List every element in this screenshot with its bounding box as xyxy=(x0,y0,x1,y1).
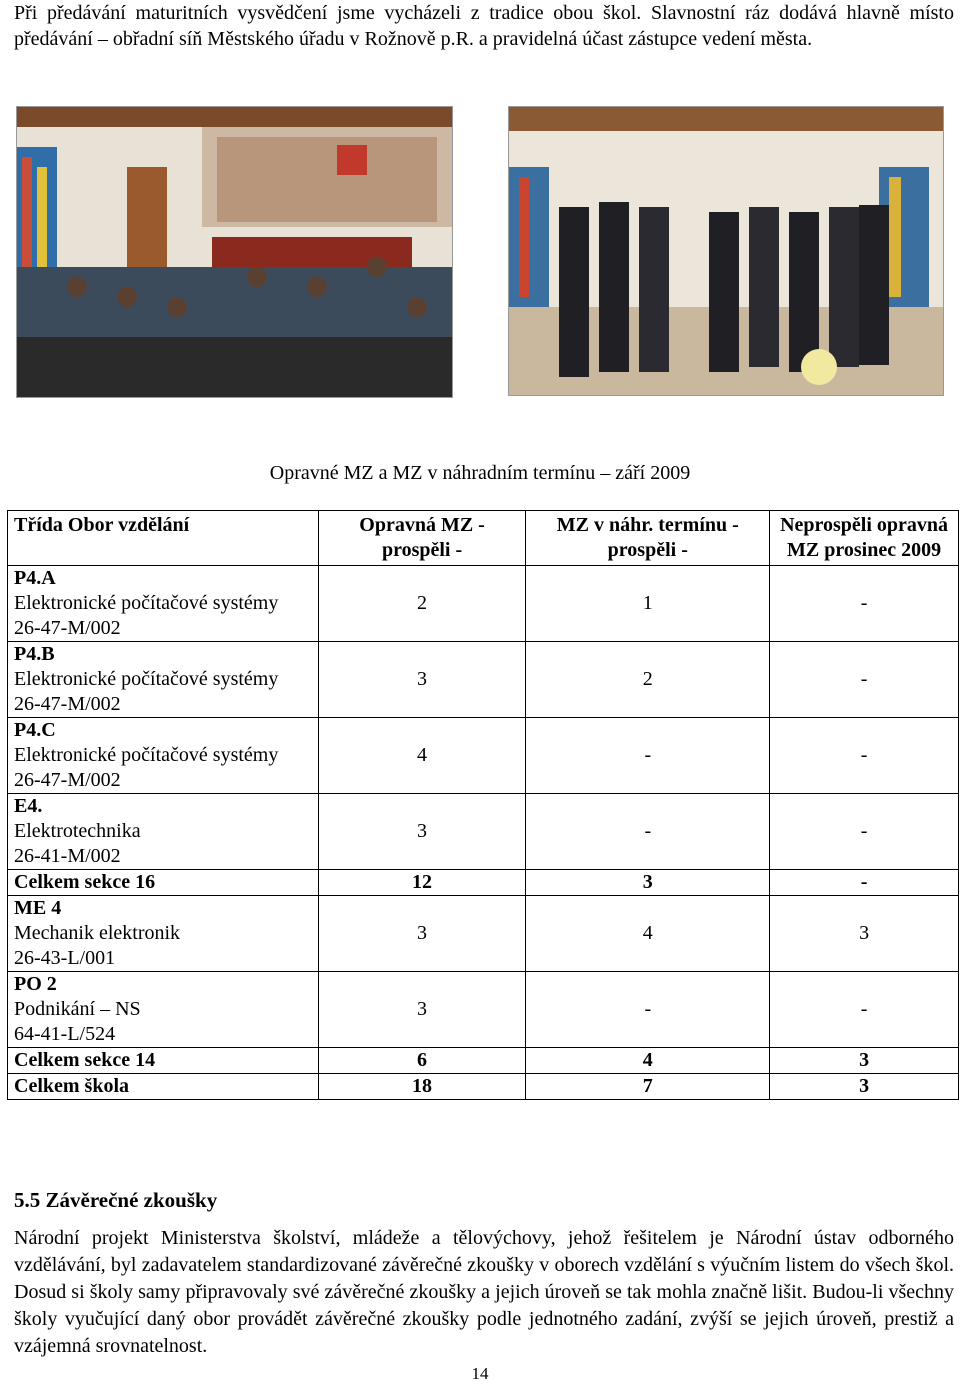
total-row xyxy=(8,1048,959,1074)
substitute-passed: 7 xyxy=(526,1074,770,1100)
header-class: Třída xyxy=(14,514,63,536)
substitute-passed: - xyxy=(526,718,770,794)
substitute-passed: - xyxy=(526,794,770,870)
corrective-passed: 6 xyxy=(318,1048,526,1074)
field-number: 64-41-L/524 xyxy=(14,1023,116,1045)
class-code: ME 4 xyxy=(14,897,62,919)
field-number: 26-47-M/002 xyxy=(14,769,121,791)
corrective-passed: 18 xyxy=(318,1074,526,1100)
header-corrective-label: Opravná MZ xyxy=(359,514,474,536)
corrective-passed: 3 xyxy=(318,972,526,1048)
class-cell xyxy=(8,718,319,794)
field-number: 26-47-M/002 xyxy=(14,693,121,715)
failed-count: - xyxy=(770,972,959,1048)
corrective-passed: 2 xyxy=(318,566,526,642)
header-field: Obor vzdělání xyxy=(67,514,190,536)
corrective-passed: 4 xyxy=(318,718,526,794)
corrective-passed: 3 xyxy=(318,896,526,972)
class-cell xyxy=(8,566,319,642)
failed-count: - xyxy=(770,794,959,870)
header-failed-3: prosinec 2009 xyxy=(824,539,942,561)
class-code: P4.A xyxy=(14,567,56,589)
table-header-row xyxy=(8,511,959,566)
failed-count: 3 xyxy=(770,1074,959,1100)
failed-count: - xyxy=(770,718,959,794)
table-row xyxy=(8,718,959,794)
table-row xyxy=(8,794,959,870)
header-failed xyxy=(770,511,959,566)
corrective-passed: 12 xyxy=(318,870,526,896)
substitute-passed: 2 xyxy=(526,642,770,718)
field-number: 26-41-M/002 xyxy=(14,845,121,867)
class-code: E4. xyxy=(14,795,43,817)
class-cell xyxy=(8,896,319,972)
corrective-passed: 3 xyxy=(318,642,526,718)
class-code: P4.C xyxy=(14,719,56,741)
ceremony-hall-photo xyxy=(16,106,453,398)
total-label: Celkem sekce 16 xyxy=(8,870,319,896)
header-corrective-sub: - prospěli - xyxy=(381,514,485,561)
header-failed-1: Neprospěli xyxy=(780,514,872,536)
section-heading: 5.5 Závěrečné zkoušky xyxy=(14,1188,218,1212)
header-corrective-exam xyxy=(318,511,526,566)
class-code: PO 2 xyxy=(14,973,57,995)
substitute-passed: - xyxy=(526,972,770,1048)
field-name: Elektronické počítačové systémy xyxy=(14,744,279,766)
failed-count: - xyxy=(770,870,959,896)
total-row xyxy=(8,870,959,896)
page-number: 14 xyxy=(471,1364,489,1383)
failed-count: 3 xyxy=(770,896,959,972)
substitute-passed: 4 xyxy=(526,896,770,972)
table-row xyxy=(8,972,959,1048)
total-label: Celkem sekce 14 xyxy=(8,1048,319,1074)
class-code: P4.B xyxy=(14,643,55,665)
field-name: Mechanik elektronik xyxy=(14,922,181,944)
total-row xyxy=(8,1074,959,1100)
header-failed-2: opravná MZ xyxy=(787,514,949,561)
table-row xyxy=(8,896,959,972)
field-name: Elektrotechnika xyxy=(14,820,141,842)
body-paragraph: Národní projekt Ministerstva školství, mládeže a tělovýchovy, jehož řešitelem je Národní ústav odborného vzdělávání, byl zadavatelem standardizované závěrečné zkoušky v oborech vzdělání s výučním listem do všech škol. Dosud si školy samy připravovaly své závěrečné zkoušky a jejich úroveň se tak mohla značně lišit. Budou-li všechny školy vyučující daný obor provádět závěrečné zkoušky podle jednotného zadání, zvýší se jejich úroveň, prestiž a vzájemná srovnatelnost. xyxy=(14,1227,954,1357)
failed-count: - xyxy=(770,642,959,718)
results-table xyxy=(7,510,959,1100)
field-name: Podnikání – NS xyxy=(14,998,141,1020)
field-name: Elektronické počítačové systémy xyxy=(14,668,279,690)
intro-paragraph: Při předávání maturitních vysvědčení jsme vycházeli z tradice obou škol. Slavnostní ráz dodává hlavně místo předávání – obřadní síň Městského úřadu v Rožnově p.R. a pravidelná účast zástupce vedení města. xyxy=(14,2,954,50)
class-cell xyxy=(8,794,319,870)
field-number: 26-47-M/002 xyxy=(14,617,121,639)
header-substitute-label: MZ v náhr. termínu xyxy=(556,514,728,536)
failed-count: - xyxy=(770,566,959,642)
substitute-passed: 1 xyxy=(526,566,770,642)
header-substitute-sub: - prospěli - xyxy=(607,514,739,561)
corrective-passed: 3 xyxy=(318,794,526,870)
total-label: Celkem škola xyxy=(8,1074,319,1100)
failed-count: 3 xyxy=(770,1048,959,1074)
substitute-passed: 3 xyxy=(526,870,770,896)
field-number: 26-43-L/001 xyxy=(14,947,116,969)
table-row xyxy=(8,566,959,642)
substitute-passed: 4 xyxy=(526,1048,770,1074)
table-row xyxy=(8,642,959,718)
header-substitute-exam xyxy=(526,511,770,566)
class-cell xyxy=(8,972,319,1048)
table-title: Opravné MZ a MZ v náhradním termínu – září 2009 xyxy=(269,462,691,484)
header-class-field xyxy=(8,511,319,566)
graduates-standing-photo xyxy=(508,106,944,396)
class-cell xyxy=(8,642,319,718)
field-name: Elektronické počítačové systémy xyxy=(14,592,279,614)
